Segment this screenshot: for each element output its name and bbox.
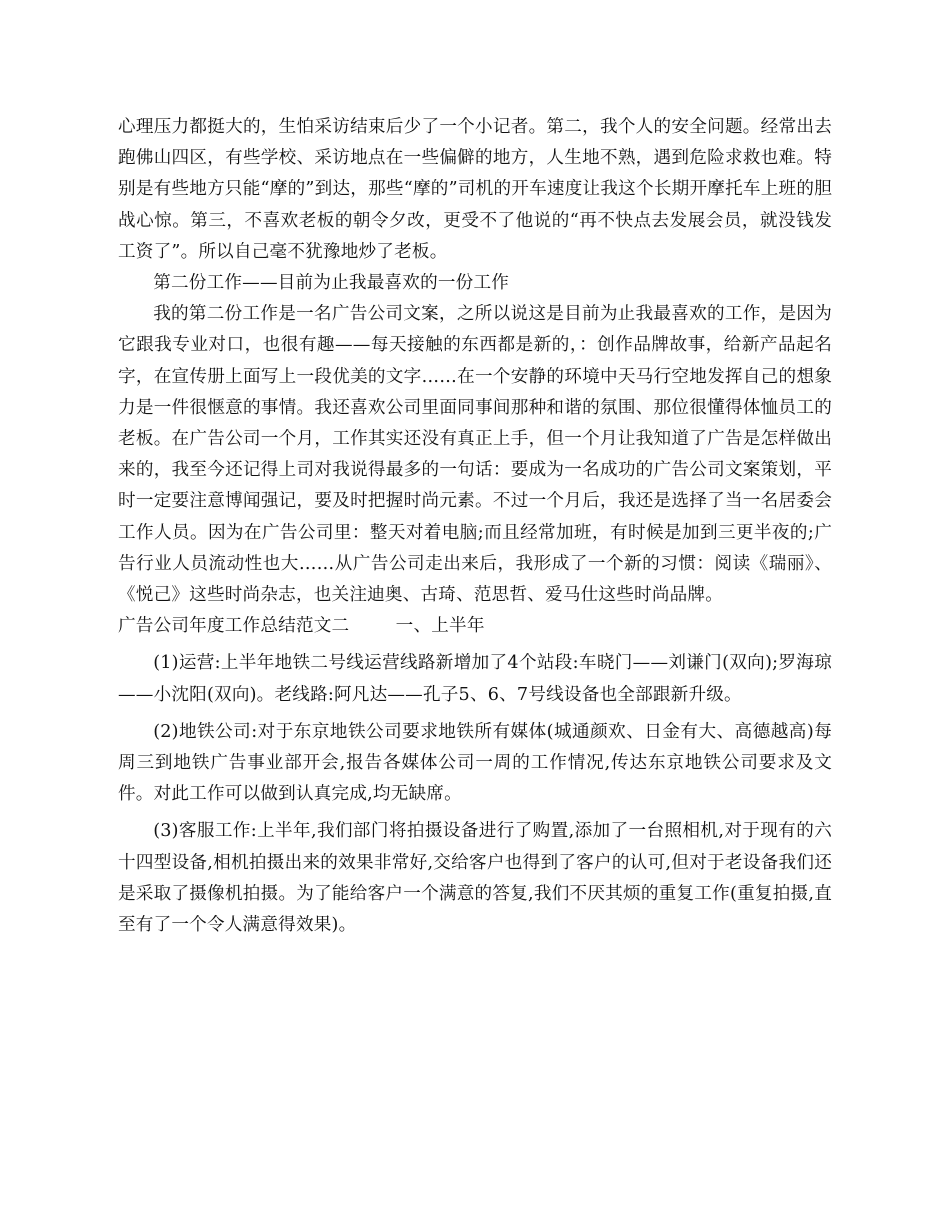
- paragraph-second-job-body: 我的第二份工作是一名广告公司文案，之所以说这是目前为止我最喜欢的工作，是因为它跟我专业对口，也很有趣——每天接触的东西都是新的，：创作品牌故事，给新产品起名字，在宣传册上面写上一段优美的文字……在一个安静的环境中天马行空地发挥自己的想象力是一件很惬意的事情。我还喜欢公司里面同事间那种和谐的氛围、那位很懂得体恤员工的老板。在广告公司一个月，工作其实还没有真正上手，但一个月让我知道了广告是怎样做出来的，我至今还记得上司对我说得最多的一句话：要成为一名成功的广告公司文案策划，平时一定要注意博闻强记，要及时把握时尚元素。不过一个月后，我还是选择了当一名居委会工作人员。因为在广告公司里：整天对着电脑;而且经常加班，有时候是加到三更半夜的;广告行业人员流动性也大……从广告公司走出来后，我形成了一个新的习惯：阅读《瑞丽》、《悦己》这些时尚杂志，也关注迪奥、古琦、范思哲、爱马仕这些时尚品牌。: [118, 304, 832, 606]
- paragraph-second-job-heading: 第二份工作——目前为止我最喜欢的一份工作: [153, 273, 510, 294]
- document-page: [118, 112, 832, 941]
- paragraph-operations: (1)运营:上半年地铁二号线运营线路新增加了4个站段:车晓门——刘谦门(双向);罗海琼——小沈阳(双向)。老线路:阿凡达——孔子5、6、7号线设备也全部跟新升级。: [118, 653, 832, 705]
- section-title-summary-two: 广告公司年度工作总结范文二 一、上半年: [118, 616, 485, 637]
- paragraph-metro-company: (2)地铁公司:对于东京地铁公司要求地铁所有媒体(城通颜欢、日金有大、高德越高)每周三到地铁广告事业部开会,报告各媒体公司一周的工作情况,传达东京地铁公司要求及文件。对此工作可以做到认真完成,均无缺席。: [118, 721, 832, 805]
- paragraph-safety-concerns: 心理压力都挺大的，生怕采访结束后少了一个小记者。第二，我个人的安全问题。经常出去跑佛山四区，有些学校、采访地点在一些偏僻的地方，人生地不熟，遇到危险求救也难。特别是有些地方只能“摩的”到达，那些“摩的”司机的开车速度让我这个长期开摩托车上班的胆战心惊。第三，不喜欢老板的朝令夕改，更受不了他说的“再不快点去发展会员，就没钱发工资了”。所以自己毫不犹豫地炒了老板。: [118, 117, 832, 262]
- paragraph-customer-service: (3)客服工作:上半年,我们部门将拍摄设备进行了购置,添加了一台照相机,对于现有的六十四型设备,相机拍摄出来的效果非常好,交给客户也得到了客户的认可,但对于老设备我们还是采取了摄像机拍摄。为了能给客户一个满意的答复,我们不厌其烦的重复工作(重复拍摄,直至有了一个令人满意得效果)。: [118, 821, 832, 936]
